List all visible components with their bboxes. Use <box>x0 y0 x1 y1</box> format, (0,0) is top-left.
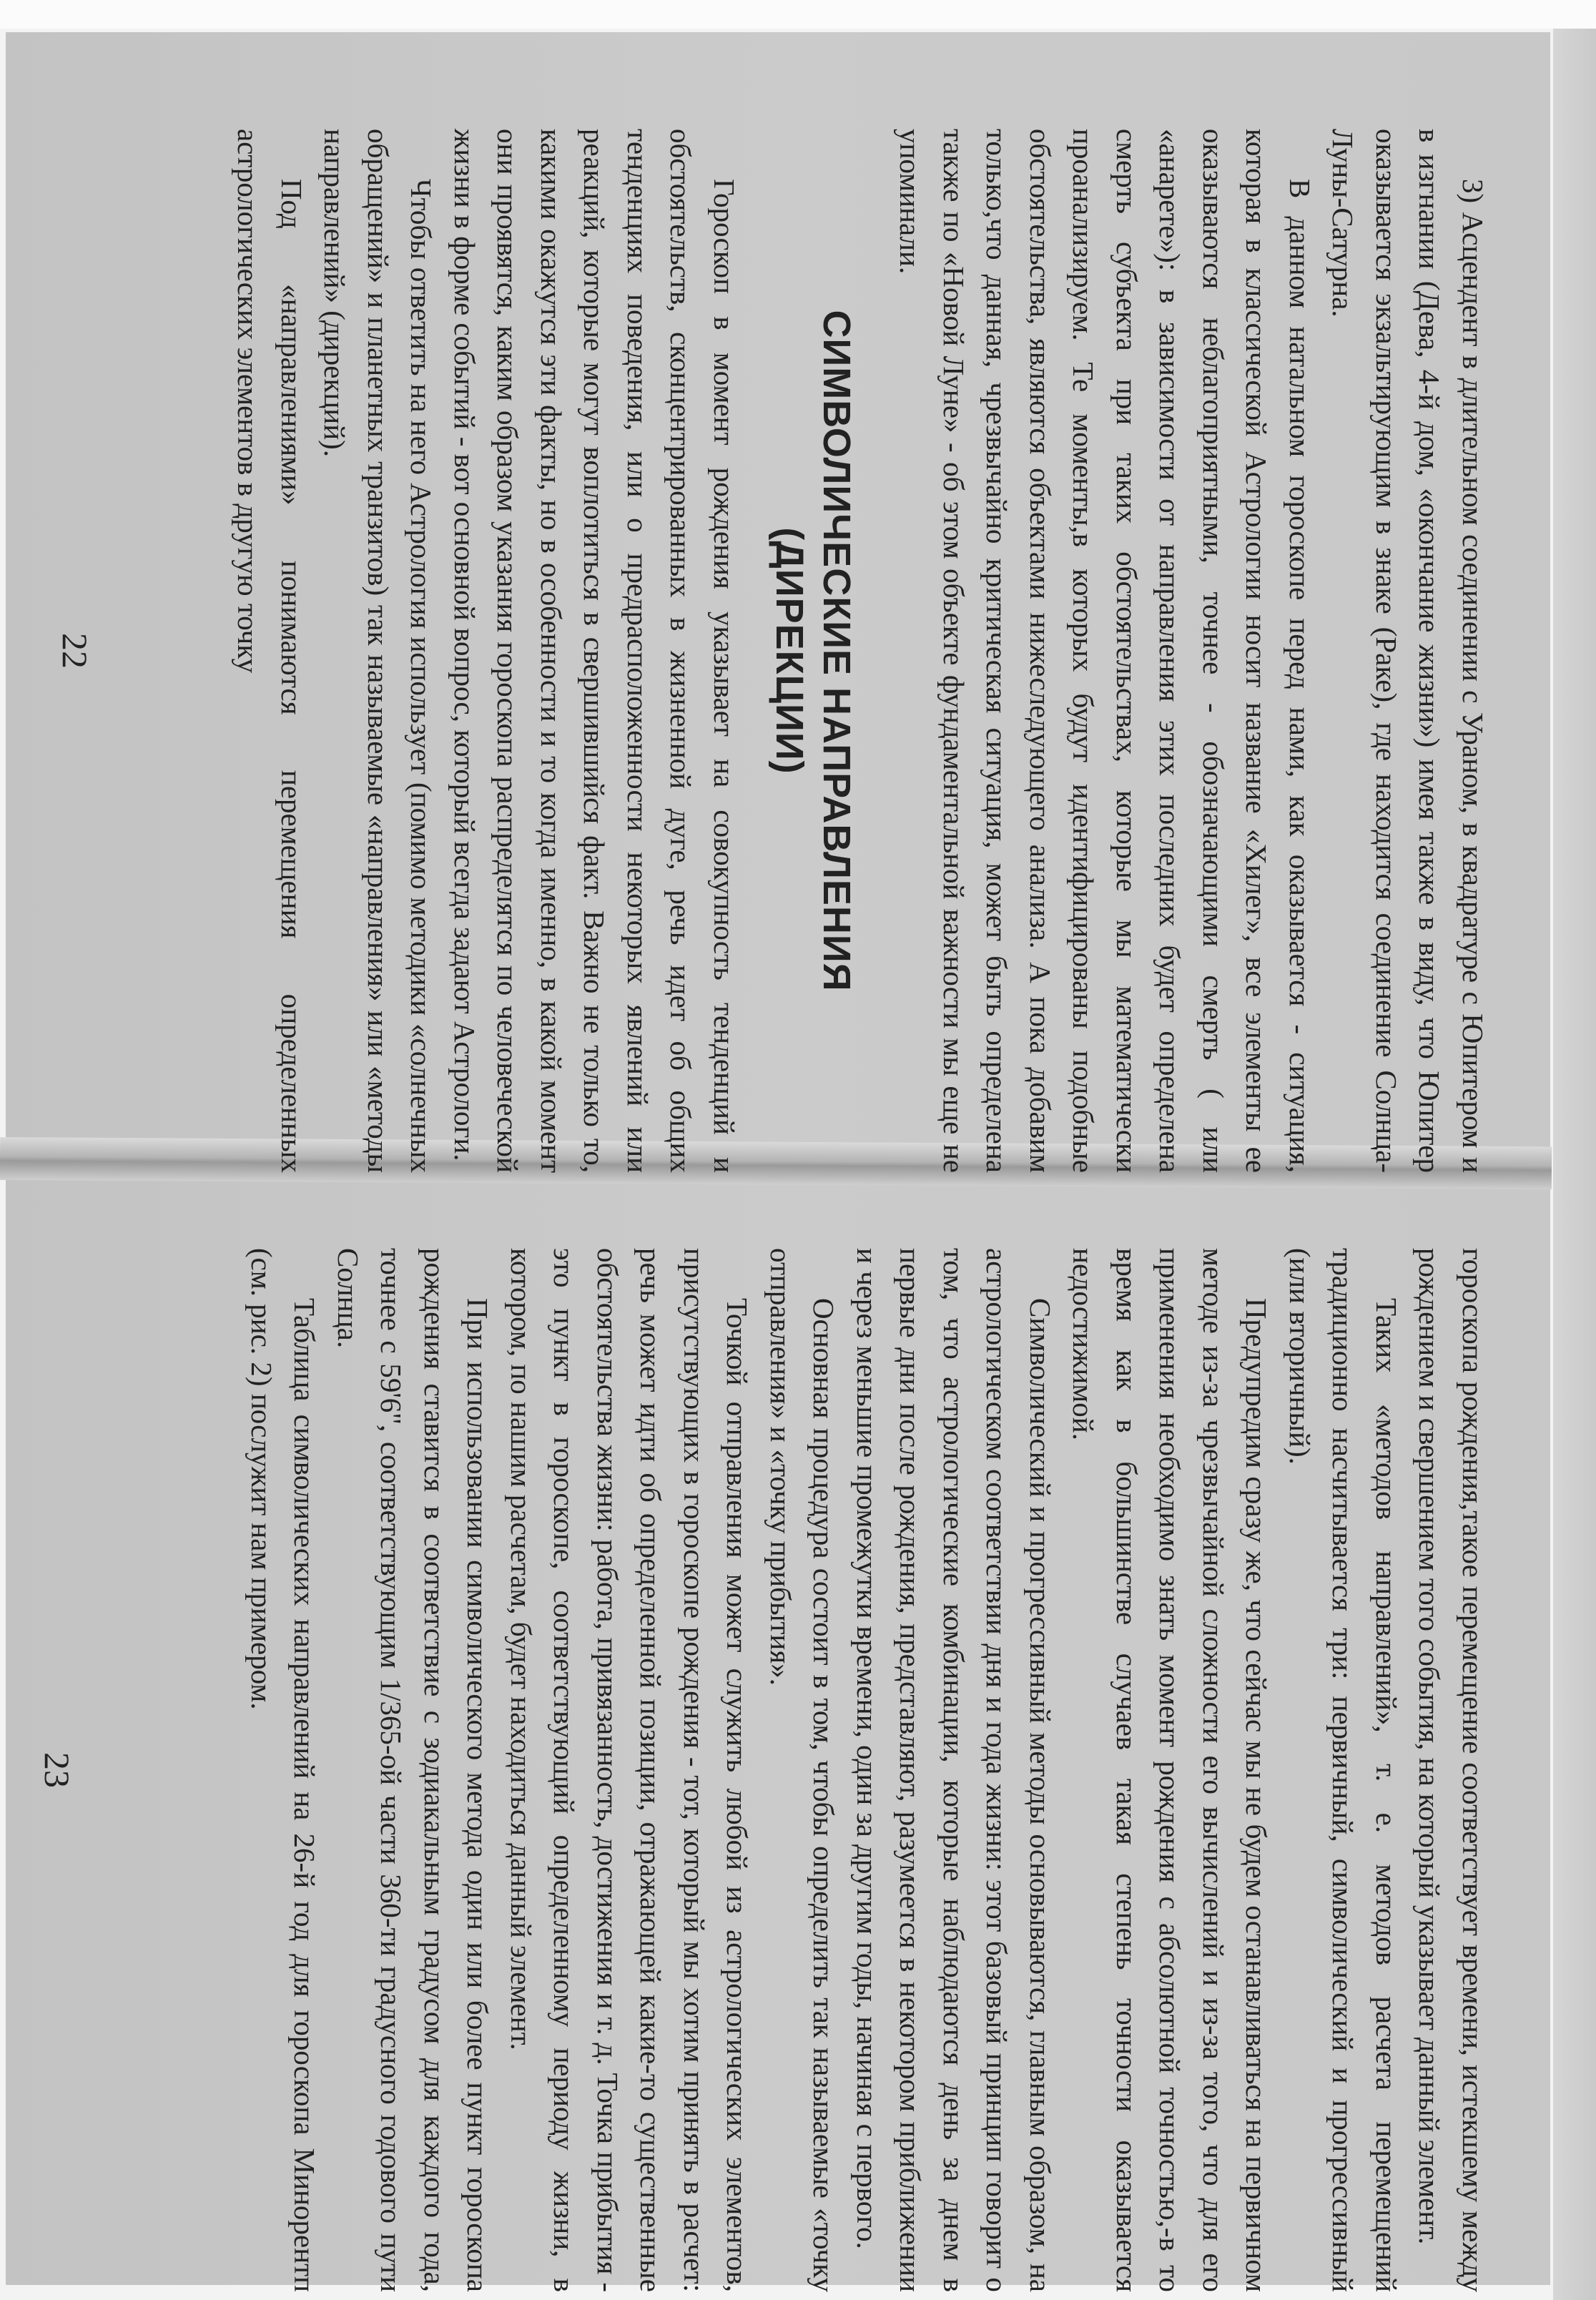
paragraph-departure-point: Точкой отправления может служить любой из астрологических элементов, присутствующих в гороскопе рождения - тот, который мы хотим принять в расчет: речь может идти об определенной позиции, отражающей какие-то существенные обстоятельства жизни: работа, привязанность, достижения и т. д. Точка прибытия - это пункт в гороскопе, соответствующий определенному периоду жизни, в котором, по нашим расчетам, будет находиться данный элемент. <box>505 1248 754 2292</box>
paragraph-horoscope-birth: Гороскоп в момент рождения указывает на совокупность тенденций и обстоятельств, сконцентрированных в жизненной дуге, речь идет об общих тенденциях поведения, или о предрасположенности некоторых явлений или реакций, которые могут воплотиться в свершившийся факт. Важно не только то, какими окажутся эти факты, но в особенности и то когда именно, в какой момент они проявятся, каким образом указания гороскопа распределятся по человеческой жизни в форме событий - вот основной вопрос, который всегда задают Астрологи. <box>448 129 741 1173</box>
page-23-text <box>245 1248 1494 2292</box>
paragraph-main-procedure: Основная процедура состоит в том, чтобы определить так называемые «точку отправления» и «точку прибытия». <box>764 1248 841 2292</box>
page-23 <box>14 1248 1494 2292</box>
paragraph-astrology-answer: Чтобы ответить на него Астрология использует (помимо методики «солнечных обращений» и планетных транзитов) так называемые «направления» или «методы направлений» (дирекций). <box>318 129 438 1173</box>
page-22-text <box>107 129 1494 1173</box>
paragraph-three-methods: Таких «методов направлений», т. е. методов расчета перемещений традиционно насчитывается три: первичный, символический и прогрессивный (или вторичный). <box>1284 1248 1403 2292</box>
section-title: СИМВОЛИЧЕСКИЕ НАПРАВЛЕНИЯ <box>815 310 858 992</box>
paragraph-primary-method: Предупредим сразу же, что сейчас мы не будем останавливаться на первичном методе из-за чрезвычайной сложности его вычислений и из-за того, что для его применения необходимо знать момент рождения с абсолютной точностью,-в то время как в большинстве случаев такая степень точности оказывается недостижимой. <box>1067 1248 1274 2292</box>
paragraph-directions-definition: Под «направлениями» понимаются перемещения определенных астрологических элементов в другую точку <box>232 129 308 1173</box>
paragraph-continuation: гороскопа рождения,такое перемещение соответствует времени, истекшему между рождением и свершением того события, на который указывает данный элемент. <box>1413 1248 1489 2292</box>
page-number: 22 <box>55 633 95 669</box>
page-number: 23 <box>37 1752 77 1788</box>
paragraph-symbolic-progressive: Символический и прогрессивный методы основываются, главным образом, на астрологическом соответствии дня и года жизни: этот базовый принцип говорит о том, что астрологические комбинации, которые наблюдаются день за днем в первые дни после рождения, представляют, разумеется в некотором приближении и через меньшие промежутки времени, один за другим годы, начиная с первого. <box>851 1248 1057 2292</box>
section-subtitle: (ДИРЕКЦИИ) <box>768 527 811 775</box>
scan-top-margin <box>0 0 1596 29</box>
page-22 <box>14 129 1494 1173</box>
section-heading <box>766 129 860 1173</box>
paragraph-ascendant: 3) Асцендент в длительном соединении с Ураном, в квадратуре с Юпитером и в изгнании (Дева, 4-й дом, «окончание жизни») имея также в виду, что Юпитер оказывается экзальтирующим в знаке (Раке), где находится соединение Солнца-Луны-Сатурна. <box>1326 129 1489 1173</box>
paragraph-table-example: Таблица символических направлений на 26-й год для гороскопа Минорентп (см. рис. 2) послужит нам примером. <box>245 1248 322 2292</box>
paragraph-natal-horoscope: В данном натальном гороскопе перед нами, как оказывается - ситуация, которая в классической Астрологии носит название «Хилег», все элементы ее оказываются неблагоприятными, точнее - обозначающими смерть ( или «анарете»): в зависимости от направления этих последних будет определена смерть субъекта при таких обстоятельствах, которые мы математически проанализируем. Те моменты,в которых будут идентифицированы подобные обстоятельства, являются объектами нижеследующего анализа. А пока добавим только,что данная, чрезвычайно критическая ситуация, может быть определена также по «Новой Луне» - об этом объекте фундаментальной важности мы еще не упоминали. <box>894 129 1316 1173</box>
scan-right-margin <box>1553 29 1596 2300</box>
paragraph-symbolic-method: При использовании символического метода один или более пункт гороскопа рождения ставится в соответствие с зодиакальным градусом для каждого года, точнее с 59'6", соответствующим 1/365-ой части 360-ти градусного годового пути Солнца. <box>332 1248 495 2292</box>
